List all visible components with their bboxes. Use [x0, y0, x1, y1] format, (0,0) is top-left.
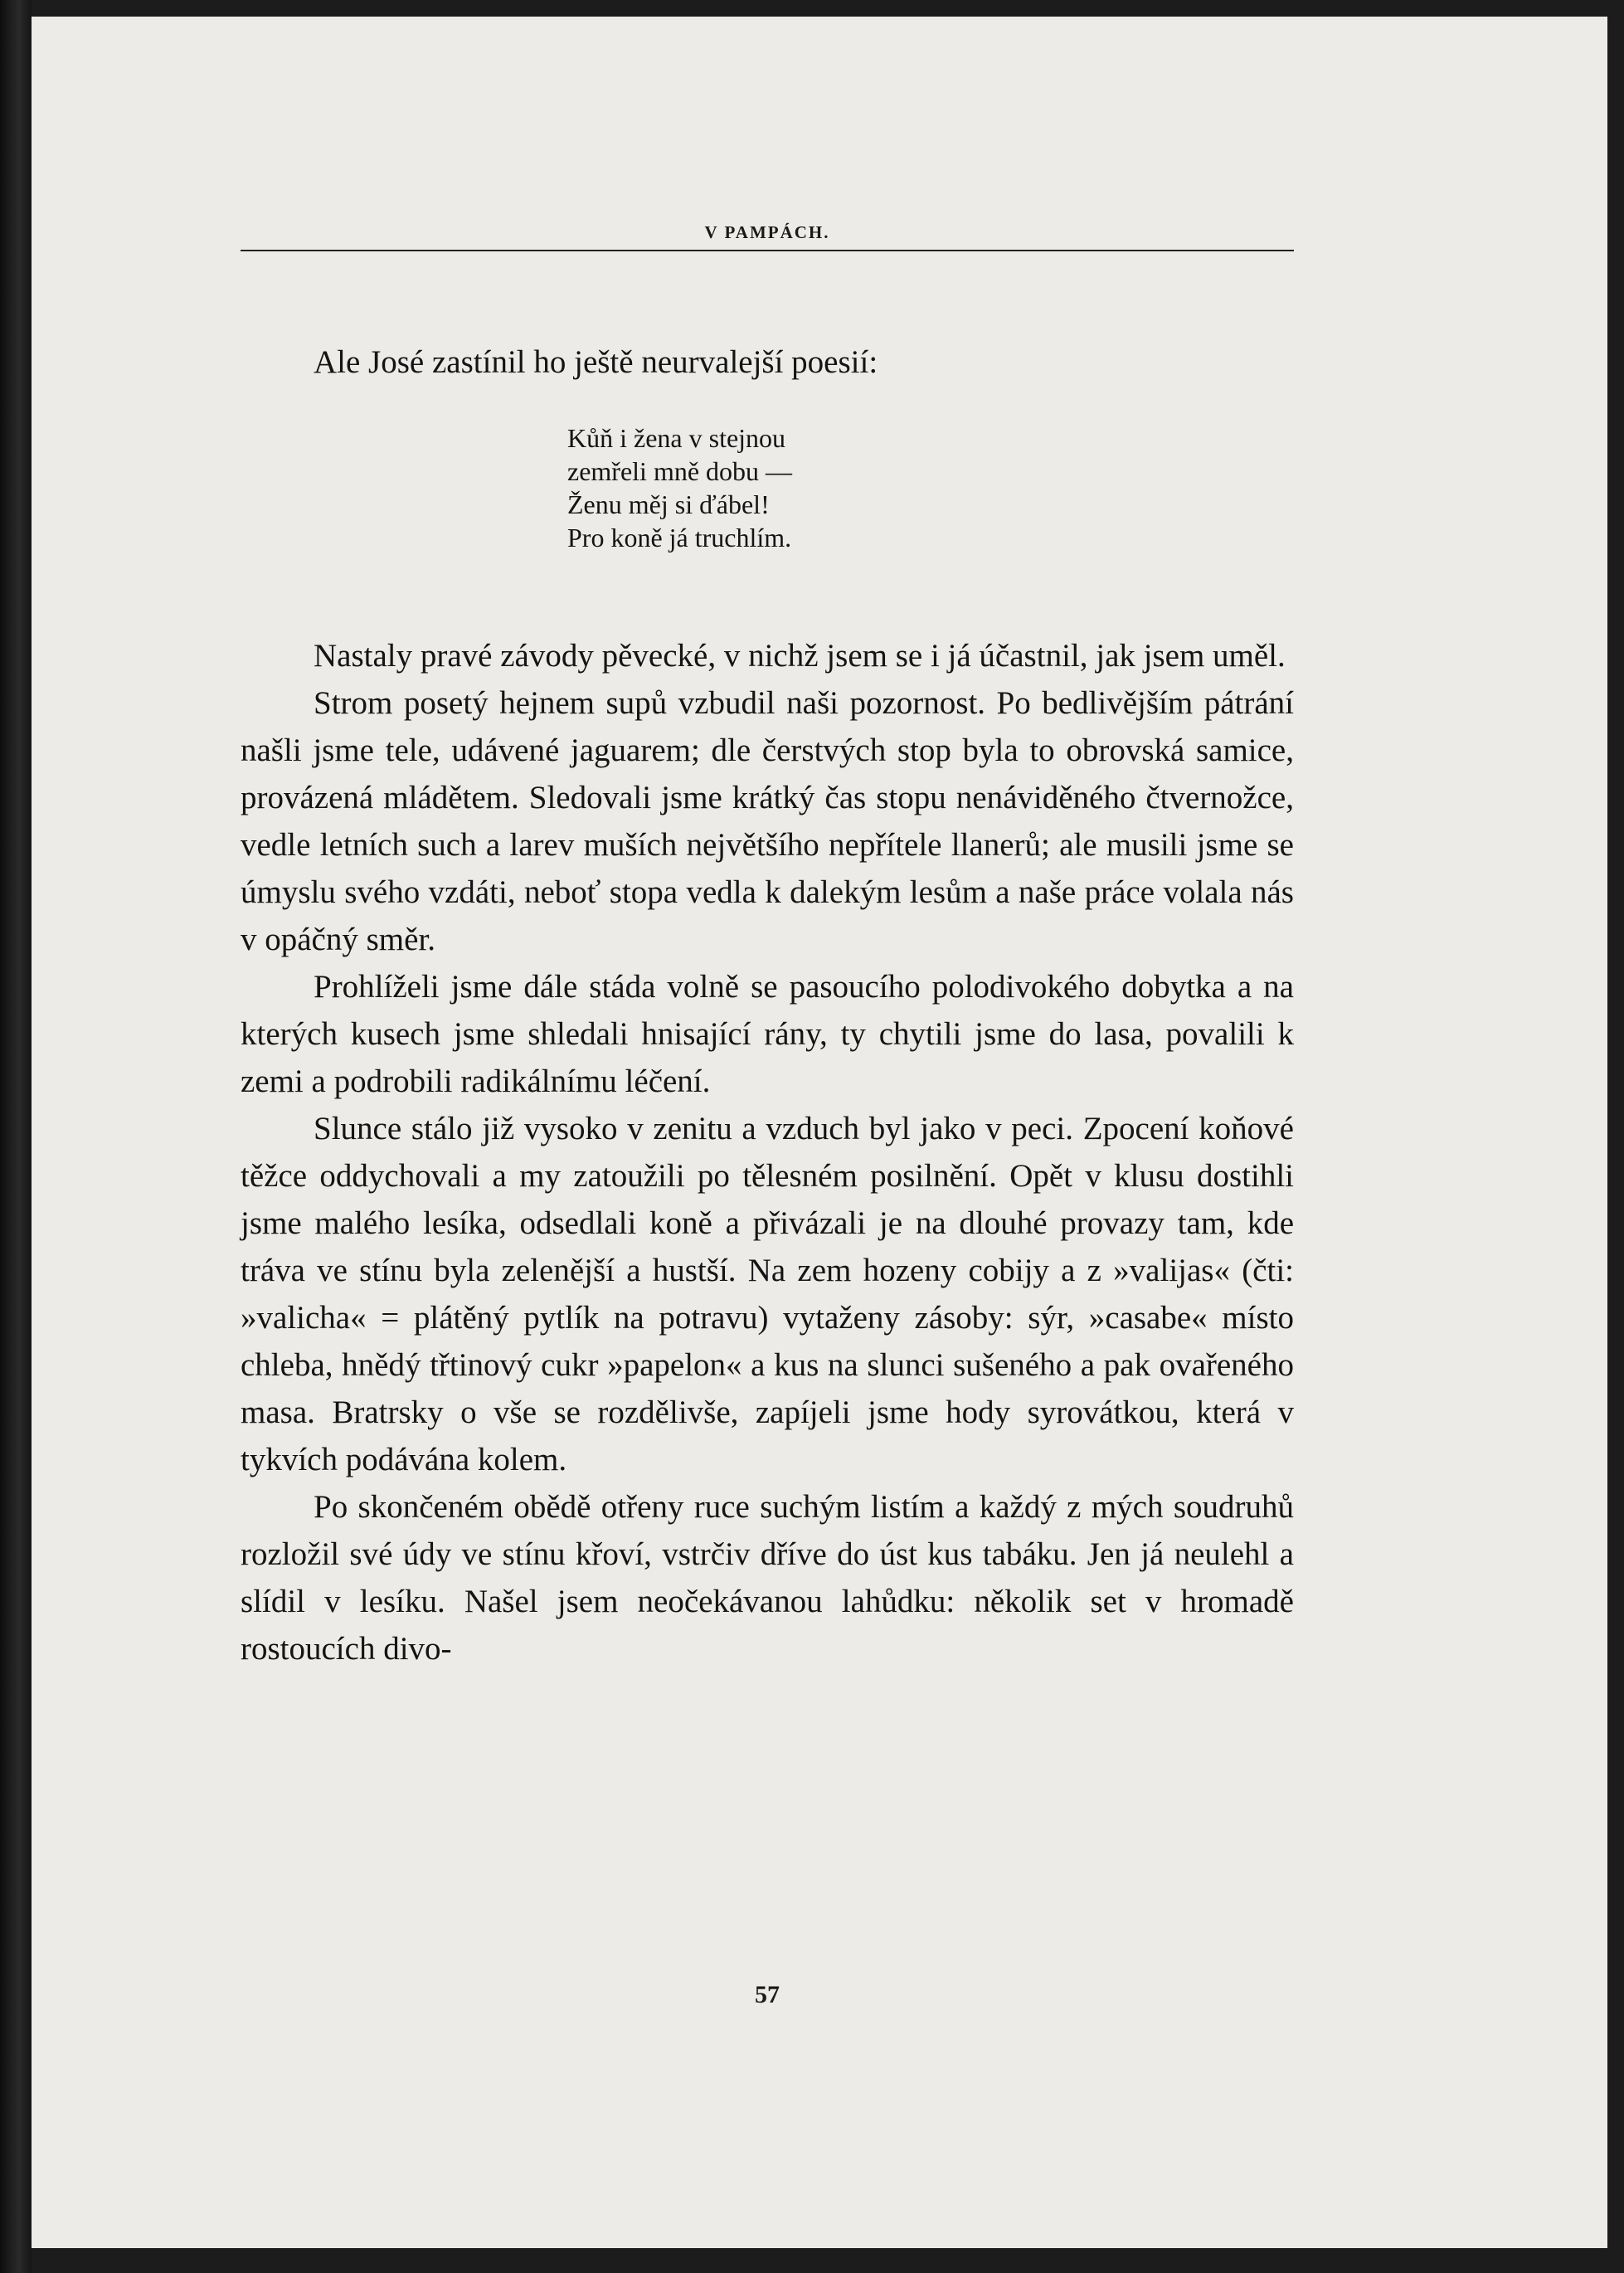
intro-paragraph — [241, 338, 1294, 386]
running-header: V PAMPÁCH. — [704, 222, 830, 242]
paragraph: Slunce stálo již vysoko v zenitu a vzduch byl jako v peci. Zpocení koňové těžce oddychovali a my zatoužili po tělesném posilnění. Opět v klusu dostihli jsme malého lesíka, odsedlali koně a přivázali je na dlouhé provazy tam, kde tráva ve stínu byla zelenější a hustší. Na zem hozeny cobijy a z »valijas« (čti: »valicha« = plátěný pytlík na potravu) vytaženy zásoby: sýr, »casabe« místo chleba, hnědý třtinový cukr »papelon« a kus na slunci sušeného a pak ovařeného masa. Bratrsky o vše se rozdělivše, zapíjeli jsme hody syrovátkou, která v tykvích podávána kolem. — [241, 1111, 1294, 1477]
paragraph: Po skončeném obědě otřeny ruce suchým listím a každý z mých soudruhů rozložil své údy ve stínu křoví, vstrčiv dříve do úst kus tabáku. Jen já neulehl a slídil v lesíku. Našel jsem neočekávanou lahůdku: několik set v hromadě rostoucích divo- — [241, 1489, 1294, 1667]
poem-block — [567, 421, 792, 554]
body-text — [241, 632, 1294, 1672]
header-rule — [241, 250, 1294, 251]
paragraph: Nastaly pravé závody pěvecké, v nichž jsem se i já účastnil, jak jsem uměl. — [314, 638, 1286, 674]
book-spine-shadow — [0, 0, 32, 2273]
paragraph: Strom posetý hejnem supů vzbudil naši pozornost. Po bedlivějším pátrání našli jsme tele, udávené jaguarem; dle čerstvých stop byla to obrovská samice, provázená mládětem. Sledovali jsme krátký čas stopu nenáviděného čtvernožce, vedle letních such a larev muších největšího nepřítele llanerů; ale musili jsme se úmyslu svého vzdáti, neboť stopa vedla k dalekým lesům a naše práce volala nás v opáčný směr. — [241, 685, 1294, 957]
page-number: 57 — [755, 1981, 780, 2008]
poem-line: Ženu měj si ďábel! — [567, 489, 770, 519]
paragraph: Prohlíželi jsme dále stáda volně se pasoucího polodivokého dobytka a na kterých kusech jsme shledali hnisající rány, ty chytili jsme do lasa, povalili k zemi a podrobili radikálnímu léčení. — [241, 969, 1294, 1099]
poem-line: Pro koně já truchlím. — [567, 523, 792, 552]
poem-line: zemřeli mně dobu — — [567, 456, 793, 486]
intro-line: Ale José zastínil ho ještě neurvalejší poesií: — [314, 344, 878, 380]
poem-line: Kůň i žena v stejnou — [567, 423, 786, 453]
